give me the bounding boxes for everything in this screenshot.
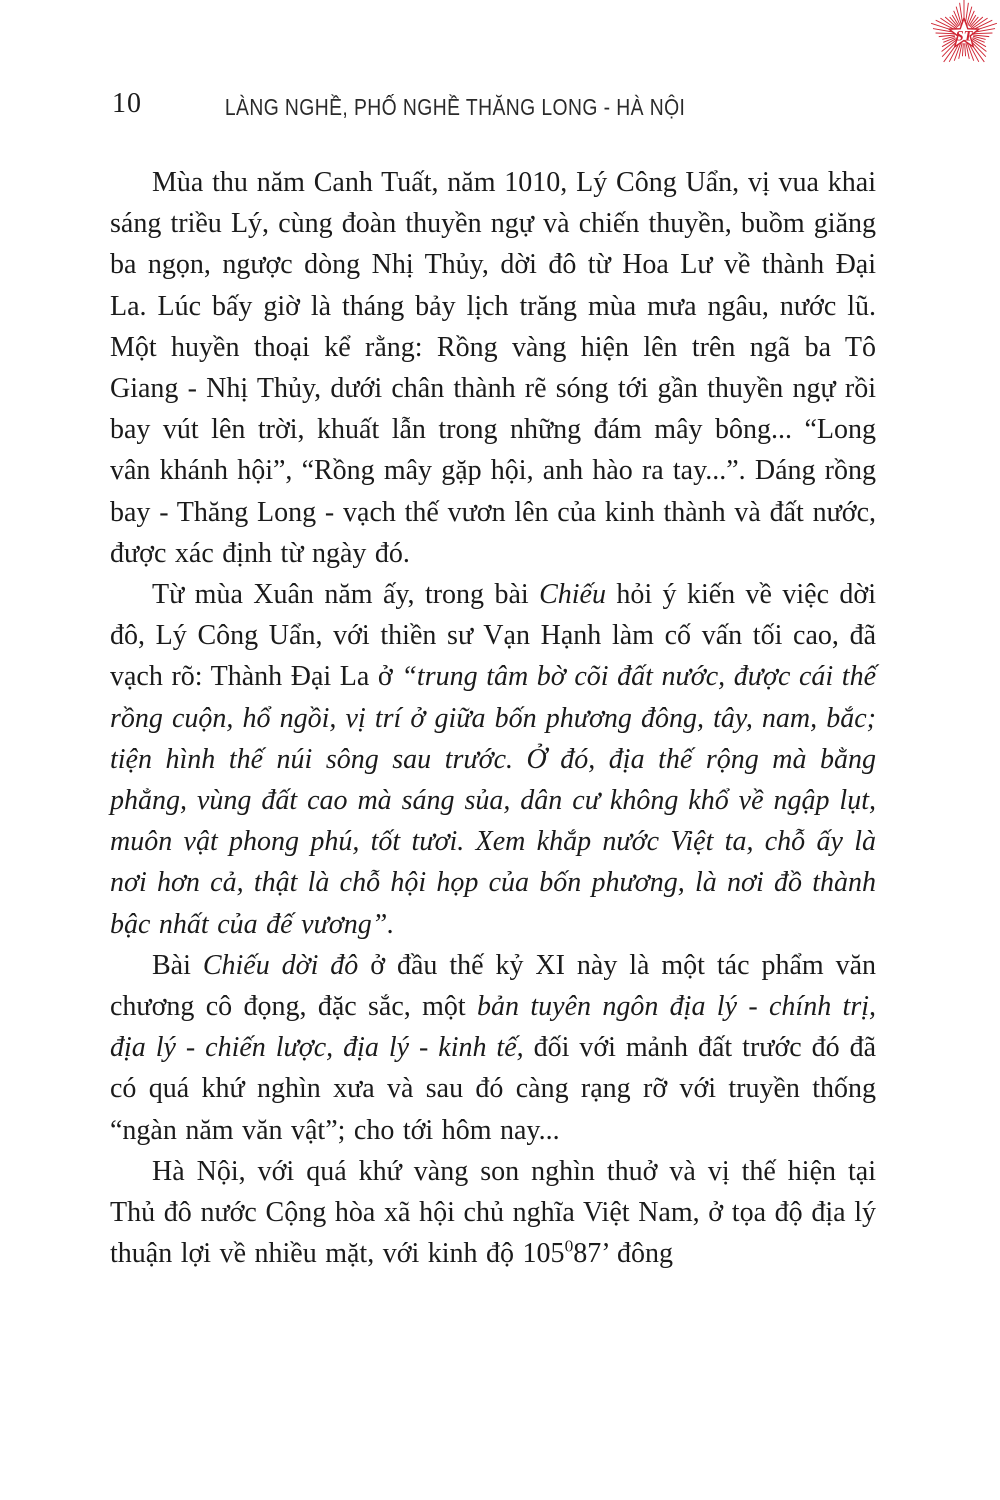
running-header	[130, 94, 780, 121]
running-header-text: LÀNG NGHỀ, PHỐ NGHỀ THĂNG LONG - HÀ NỘI	[224, 94, 686, 120]
publisher-monogram: ST	[955, 28, 973, 45]
paragraph: Mùa thu năm Canh Tuất, năm 1010, Lý Công Uẩn, vị vua khai sáng triều Lý, cùng đoàn thuyền ngự và chiến thuyền, buồm giăng ba ngọn, ngược dòng Nhị Thủy, dời đô từ Hoa Lư về thành Đại La. Lúc bấy giờ là tháng bảy lịch trăng mùa mưa ngâu, nước lũ. Một huyền thoại kể rằng: Rồng vàng hiện lên trên ngã ba Tô Giang - Nhị Thủy, dưới chân thành rẽ sóng tới gần thuyền ngự rồi bay vút lên trời, khuất lẫn trong những đám mây bông... “Long vân khánh hội”, “Rồng mây gặp hội, anh hào ra tay...”. Dáng rồng bay - Thăng Long - vạch thế vươn lên của kinh thành và đất nước, được xác định từ ngày đó.	[110, 167, 876, 569]
page-number: 10	[112, 88, 142, 119]
body-text	[110, 162, 876, 1274]
star-burst-publisher-emblem-icon	[928, 0, 1000, 70]
paragraph: Bài Chiếu dời đô ở đầu thế kỷ XI này là một tác phẩm văn chương cô đọng, đặc sắc, một bản tuyên ngôn địa lý - chính trị, địa lý - chiến lược, địa lý - kinh tế, đối với mảnh đất trước đó đã có quá khứ nghìn xưa và sau đó càng rạng rỡ với truyền thống “ngàn năm văn vật”; cho tới hôm nay...	[110, 949, 877, 1146]
paragraph: Từ mùa Xuân năm ấy, trong bài Chiếu hỏi ý kiến về việc dời đô, Lý Công Uẩn, với thiền sư Vạn Hạnh làm cố vấn tối cao, đã vạch rõ: Thành Đại La ở “trung tâm bờ cõi đất nước, được cái thế rồng cuộn, hổ ngồi, vị trí ở giữa bốn phương đông, tây, nam, bắc; tiện hình thế núi sông sau trước. Ở đó, địa thế rộng mà bằng phẳng, vùng đất cao mà sáng sủa, dân cư không khổ về ngập lụt, muôn vật phong phú, tốt tươi. Xem khắp nước Việt ta, chỗ ấy là nơi hơn cả, thật là chỗ hội họp của bốn phương, là nơi đồ thành bậc nhất của đế vương”.	[110, 579, 877, 940]
publisher-logo	[928, 0, 1000, 70]
paragraph: Hà Nội, với quá khứ vàng son nghìn thuở và vị thế hiện tại Thủ đô nước Cộng hòa xã hội chủ nghĩa Việt Nam, ở tọa độ địa lý thuận lợi về nhiều mặt, với kinh độ $105^087$’ đông	[110, 1155, 876, 1270]
